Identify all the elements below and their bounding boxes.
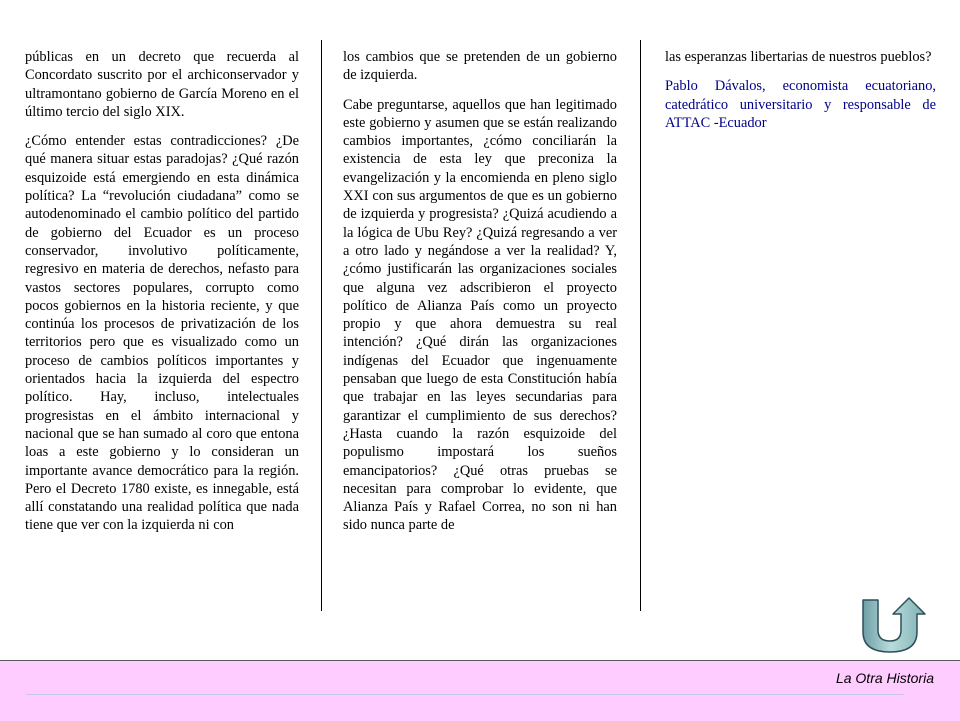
- footer-title: La Otra Historia: [835, 670, 934, 686]
- column-divider-2: [640, 40, 641, 611]
- author-signature: Pablo Dávalos, economista ecuatoriano, catedrático universitario y responsable de ATTAC -Ecuador: [665, 78, 936, 131]
- col1-paragraph-2: ¿Cómo entender estas contradicciones? ¿De qué manera situar estas paradojas? ¿Qué razón esquizoide está emergiendo en esta dinámica política? La “revolución ciudadana” como se autodenominado el cambio político del partido de gobierno del Ecuador es un proceso conservador, involutivo políticamente, regresivo en materia de derechos, nefasto para vastos sectores populares, corrupto como pocos gobiernos en la historia reciente, y que continúa los procesos de privatización de los territorios pero que es visualizado como un proceso de cambios políticos importantes y orientados hacia la izquierda del espectro político. Hay, incluso, intelectuales progresistas en el ámbito internacional y nacional que se han sumado al coro que entona loas a este gobierno y lo consideran un importante avance democrático para la región. Pero el Decreto 1780 existe, es innegable, está allí constatando una realidad política que nada tiene que ver con la izquierda ni con: [25, 133, 299, 534]
- col3-paragraph-1: las esperanzas libertarias de nuestros pueblos?: [665, 49, 932, 65]
- text-column-1: [25, 48, 299, 608]
- col2-paragraph-2: Cabe preguntarse, aquellos que han legitimado este gobierno y asumen que se están realizando cambios importantes, ¿cómo conciliarán la existencia de esta ley que preconiza la evangelización y la encomienda en pleno siglo XXI con sus argumentos de que es un gobierno de izquierda y progresista? ¿Quizá acudiendo a la lógica de Ubu Rey? ¿Quizá regresando a ver a otro lado y negándose a ver la realidad? Y, ¿cómo justificarán las organizaciones sociales que alguna vez adscribieron el proyecto político de Alianza País como un proyecto propio y que ahora demuestra su real intención? ¿Qué dirán las organizaciones indígenas del Ecuador que ingenuamente pensaban que luego de esta Constitución había que trabajar en las leyes secundarias para garantizar el cumplimiento de sus derechos? ¿Hasta cuando la razón esquizoide del populismo impostará los sueños emancipatorios? ¿Qué otras pruebas se necesitan para comprobar lo evidente, que Alianza País y Rafael Correa, no son ni han sido nunca parte de: [343, 96, 617, 534]
- footer-rule: [26, 694, 904, 695]
- column-divider-1: [321, 40, 322, 611]
- col1-paragraph-1: públicas en un decreto que recuerda al Concordato suscrito por el archiconservador y ultramontano gobierno de García Moreno en el último tercio del siglo XIX.: [25, 49, 299, 120]
- return-u-arrow-icon[interactable]: [856, 596, 930, 654]
- text-column-2: [343, 48, 617, 608]
- footer-bar: [0, 660, 960, 721]
- col2-paragraph-1: los cambios que se pretenden de un gobierno de izquierda.: [343, 49, 617, 84]
- text-column-3: [665, 48, 936, 608]
